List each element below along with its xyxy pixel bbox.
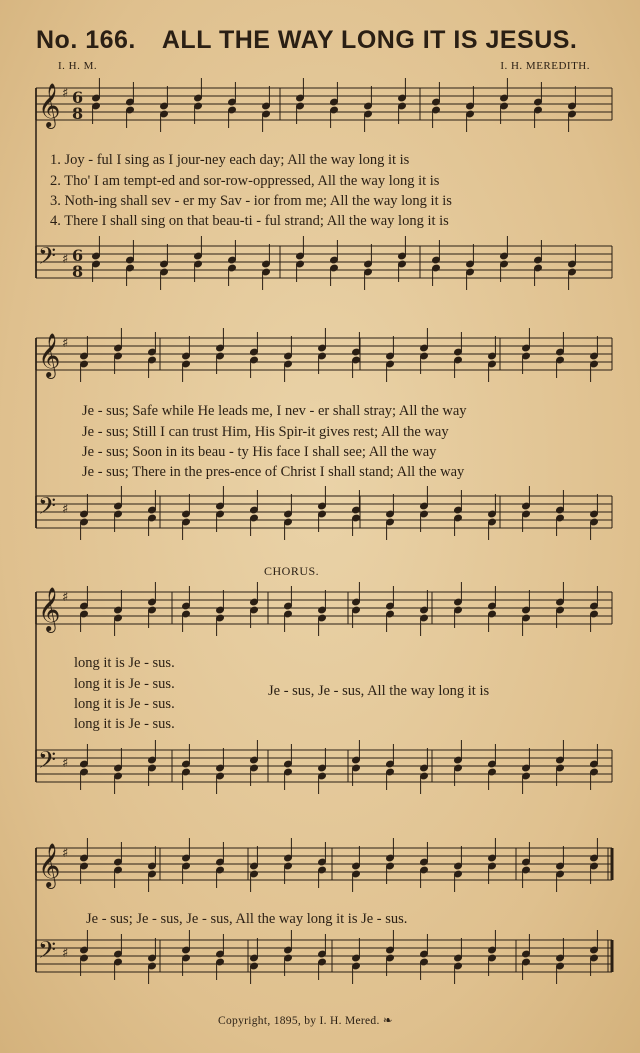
svg-text:♯: ♯ bbox=[62, 946, 69, 961]
svg-text:𝄞: 𝄞 bbox=[38, 333, 61, 377]
system3-verse-2: long it is Je - sus. bbox=[74, 676, 175, 692]
svg-text:♯: ♯ bbox=[62, 252, 69, 267]
system2-verse-4: Je - sus; There in the pres-ence of Christ I shall stand; All the way bbox=[82, 464, 465, 480]
svg-text:8: 8 bbox=[72, 262, 84, 281]
hymn-number: No. 166. bbox=[36, 26, 136, 54]
svg-text:♯: ♯ bbox=[62, 846, 69, 861]
system2-verse-3: Je - sus; Soon in its beau - ty His face I shall see; All the way bbox=[82, 444, 437, 460]
svg-text:𝄞: 𝄞 bbox=[38, 83, 61, 127]
svg-text:𝄞: 𝄞 bbox=[38, 587, 61, 631]
system3-verse-3: long it is Je - sus. bbox=[74, 696, 175, 712]
svg-text:𝄢: 𝄢 bbox=[38, 936, 57, 969]
svg-text:𝄢: 𝄢 bbox=[38, 746, 57, 779]
copyright-footer: Copyright, 1895, by I. H. Mered. ❧ bbox=[218, 1015, 393, 1027]
system4-lyric: Je - sus; Je - sus, Je - sus, All the way long it is Je - sus. bbox=[86, 911, 408, 927]
svg-text:6: 6 bbox=[72, 88, 84, 107]
svg-text:♯: ♯ bbox=[62, 590, 69, 605]
hymn-title: ALL THE WAY LONG IT IS JESUS. bbox=[161, 26, 578, 54]
system2-verse-1: Je - sus; Safe while He leads me, I nev - er shall stray; All the way bbox=[82, 403, 467, 419]
words-credit: I. H. M. bbox=[58, 60, 98, 72]
system3-verse-1: long it is Je - sus. bbox=[74, 655, 175, 671]
music-credit: I. H. MEREDITH. bbox=[500, 60, 590, 72]
system1-verse-3: 3. Noth-ing shall sev - er my Sav - ior from me; All the way long it is bbox=[50, 193, 452, 209]
system1-verse-2: 2. Tho' I am tempt-ed and sor-row-oppressed, All the way long it is bbox=[50, 173, 440, 189]
svg-text:♯: ♯ bbox=[62, 502, 69, 517]
svg-text:♯: ♯ bbox=[62, 336, 69, 351]
svg-text:𝄢: 𝄢 bbox=[38, 492, 57, 525]
svg-text:♯: ♯ bbox=[62, 86, 69, 101]
svg-text:8: 8 bbox=[72, 104, 84, 123]
system1-verse-4: 4. There I shall sing on that beau-ti - ful strand; All the way long it is bbox=[50, 213, 449, 229]
system2-verse-2: Je - sus; Still I can trust Him, His Spir-it gives rest; All the way bbox=[82, 424, 449, 440]
svg-text:♯: ♯ bbox=[62, 756, 69, 771]
system3-verse-4: long it is Je - sus. bbox=[74, 716, 175, 732]
svg-text:𝄢: 𝄢 bbox=[38, 242, 57, 275]
system1-verse-1: 1. Joy - ful I sing as I jour-ney each day; All the way long it is bbox=[50, 152, 410, 168]
chorus-label: CHORUS. bbox=[264, 564, 320, 578]
svg-text:𝄞: 𝄞 bbox=[38, 843, 61, 887]
svg-text:6: 6 bbox=[72, 246, 84, 265]
chorus-text: Je - sus, Je - sus, All the way long it is bbox=[268, 683, 490, 699]
